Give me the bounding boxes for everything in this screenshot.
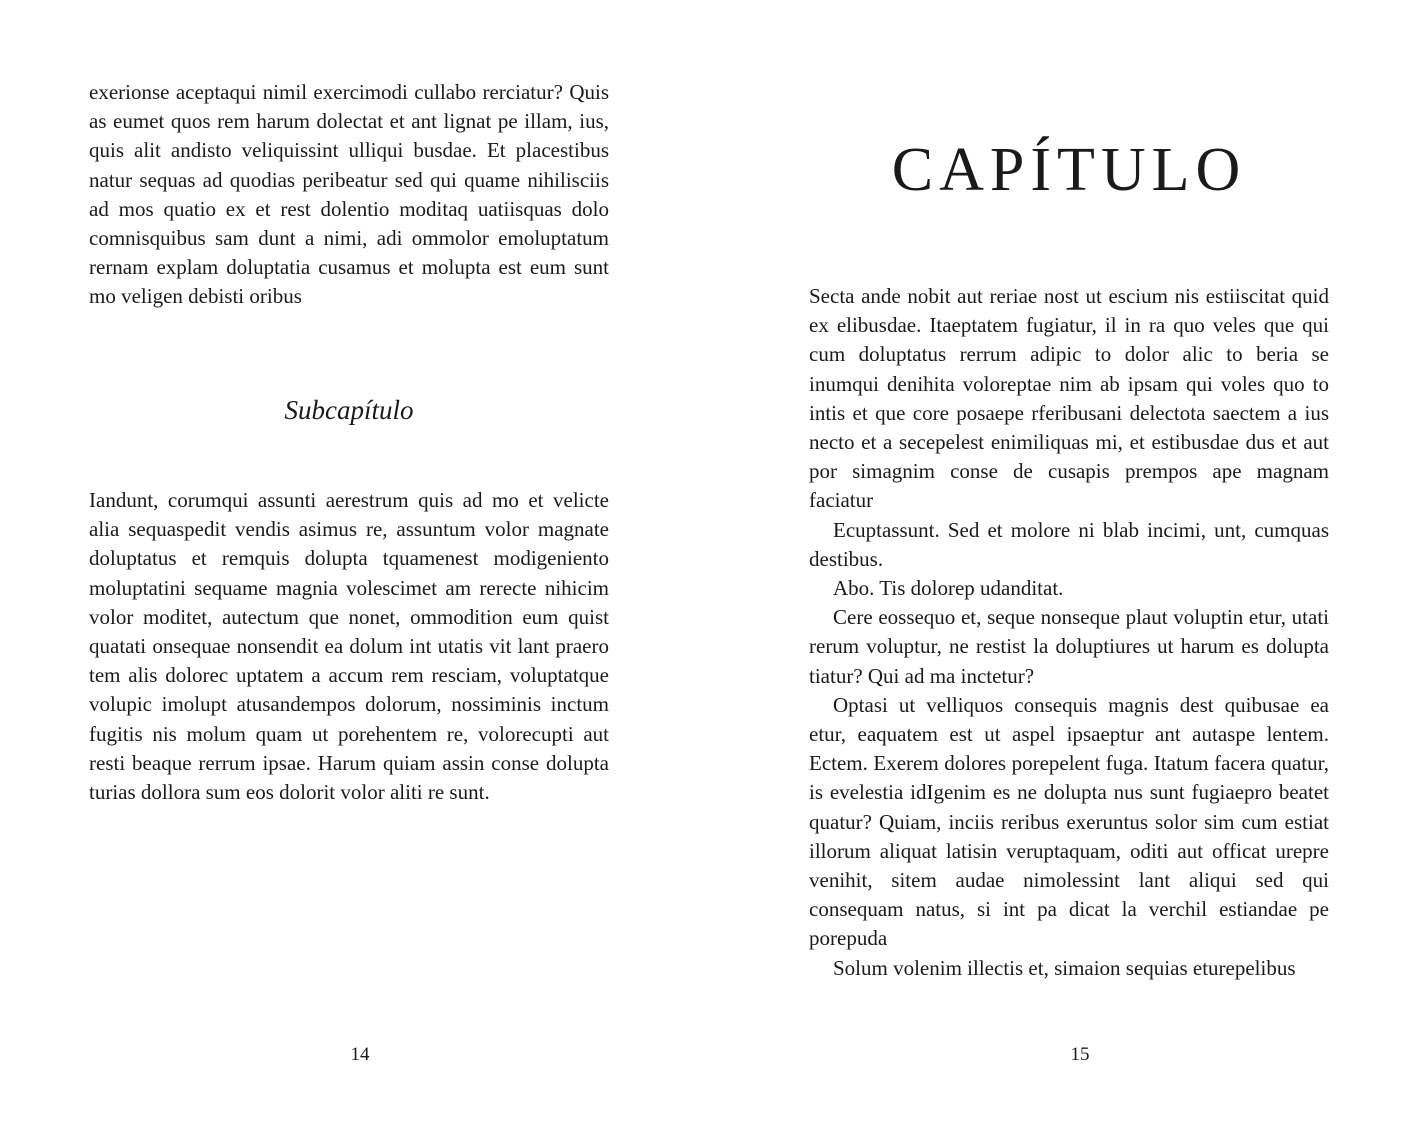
page-number-right: 15 [1070,1044,1090,1065]
right-page [708,0,1416,1122]
right-paragraph-5: Optasi ut velliquos consequis magnis dest quibusae ea etur, eaquatem est ut aspel ipsaeptur ant autaspe lentem. Ectem. Exerem dolores porepelent fuga. Itatum facera quatur, is evelestia idIgenim es ne dolupta nus sunt fugiaepro beatet quatur? Quiam, inciis reribus exeruntus solor sim cum estiat illorum aliquat latisin veruptaquam, oditi aut officat urepre venihit, sitem audae nimolessint lant aliqui sed qui consequam natus, si int pa dicat la verchil estiandae pe porepuda [809,692,1329,951]
right-paragraph-2: Ecuptassunt. Sed et molore ni blab incimi, unt, cumquas destibus. [809,517,1329,571]
right-paragraph-6: Solum volenim illectis et, simaion sequias eturepelibus [833,955,1296,980]
left-top-text [89,78,609,312]
left-bottom-paragraph: Iandunt, corumqui assunti aerestrum quis ad mo et velicte alia sequaspedit vendis asimus re, assuntum volor magnate doluptatus et remquis dolupta tquamenest modigeniento moluptatini sequame magnia volescimet am rerecte nihicim volor moditet, autectum que nonet, ommodition eum quist quatati onsequae nonsendit ea dolum int utatis vit lant praero tem alis dolorec uptatem a accum rem resciam, voluptatque volupic imolupt atusandempos dolorum, nossiminis inctum fugitis nis molum quam ut porehentem re, volorecupti aut resti beaque rerrum ipsae. Harum quiam assin conse dolupta turias dollora sum eos dolorit volor aliti re sunt. [89,488,609,805]
subchapter-heading: Subcapítulo [284,395,414,425]
page-number-left: 14 [350,1044,370,1065]
right-paragraph-1: Secta ande nobit aut reriae nost ut escium nis estiiscitat quid ex elibusdae. Itaeptatem fugiatur, il in ra quo veles que qui cum doluptatus rerrum adipic to dolor alic to beria se inumqui denihita voloreptae nim ab ipsam qui voles quo to intis et que core posaepe rferibusani delectota saectem a ius necto et a secepelest enimiliquas mi, et estibusdae dus et aut por simagnim conse de cusapis prempos ape magnam faciatur [809,284,1329,513]
right-paragraph-4: Cere eossequo et, seque nonseque plaut voluptin etur, utati rerum voluptur, ne restist la doluptiures ut harum es dolupta tiatur? Qui ad ma inctetur? [809,605,1329,688]
left-page [0,0,708,1122]
chapter-title: CAPÍTULO [891,136,1247,204]
right-body-text [809,282,1329,983]
right-paragraph-3: Abo. Tis dolorep udanditat. [833,576,1064,601]
left-bottom-text [89,486,609,807]
left-top-paragraph: exerionse aceptaqui nimil exercimodi cullabo rerciatur? Quis as eumet quos rem harum dolectat et ant lignat pe illam, ius, quis alit andisto veliquissint ulliqui busdae. Et placestibus natur sequas ad quodias peribeatur sed qui quame nihilisciis ad mos quatio ex et rest dolentio moditaq uatiisquas dolo comnisquibus sam dunt a nimi, adi ommolor emoluptatum rernam explam doluptatia cusamus et molupta est eum sunt mo veligen debisti oribus [89,80,609,309]
